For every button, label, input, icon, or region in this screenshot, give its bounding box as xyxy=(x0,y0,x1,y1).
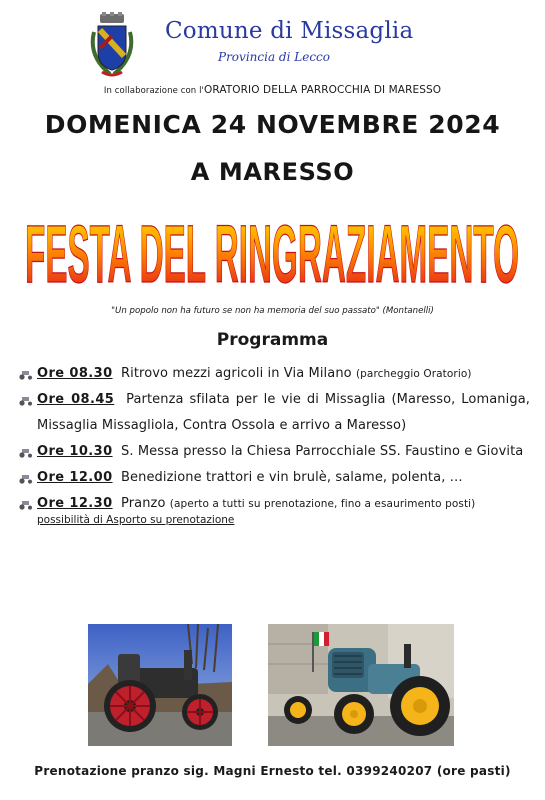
program-item xyxy=(18,439,530,465)
program-note: (parcheggio Oratorio) xyxy=(355,368,472,380)
tractor-bullet-icon xyxy=(18,447,33,458)
program-item xyxy=(18,361,530,387)
event-title xyxy=(20,196,525,304)
collaboration-prefix: In collaborazione con l' xyxy=(103,86,204,96)
event-title-text: FESTA DEL RINGRAZIAMENTO xyxy=(25,209,519,300)
booking-info: Prenotazione pranzo sig. Magni Ernesto tel. 0399240207 (ore pasti) xyxy=(34,764,511,778)
collaboration-organizer: ORATORIO DELLA PARROCCHIA DI MARESSO xyxy=(203,84,442,96)
program-time: Ore 12.00 xyxy=(37,470,113,485)
program-text: Benedizione trattori e vin brulè, salame, polenta, … xyxy=(121,470,463,485)
event-quote: "Un popolo non ha futuro se non ha memoria del suo passato" (Montanelli) xyxy=(111,306,434,316)
program-item xyxy=(18,491,530,517)
program-item xyxy=(18,465,530,491)
coat-of-arms-icon xyxy=(88,12,136,80)
program-heading: Programma xyxy=(216,330,329,350)
program-list xyxy=(18,361,530,527)
program-item xyxy=(18,387,530,439)
program-time: Ore 08.30 xyxy=(37,366,113,381)
program-time: Ore 10.30 xyxy=(37,444,113,459)
program-text: Partenza sfilata per le vie di Missaglia (Maresso, Lomaniga, Missaglia Missagliola, Contra Ossola e arrivo a Maresso) xyxy=(37,392,530,433)
program-time: Ore 08.45 xyxy=(37,392,115,407)
asporto-note: possibilità di Asporto su prenotazione xyxy=(37,514,235,526)
tractor-photo-left xyxy=(88,624,232,746)
program-text: Ritrovo mezzi agricoli in Via Milano xyxy=(121,366,352,381)
program-note: (aperto a tutti su prenotazione, fino a esaurimento posti) xyxy=(169,498,476,510)
program-text: Pranzo xyxy=(121,496,166,511)
event-date: DOMENICA 24 NOVEMBRE 2024 xyxy=(44,110,501,139)
event-place: A MARESSO xyxy=(190,158,355,186)
tractor-bullet-icon xyxy=(18,369,33,380)
comune-name: Comune di Missaglia xyxy=(165,18,414,44)
tractor-bullet-icon xyxy=(18,473,33,484)
tractor-photo-right xyxy=(268,624,454,746)
provincia-name: Provincia di Lecco xyxy=(218,50,330,64)
program-time: Ore 12.30 xyxy=(37,496,113,511)
header xyxy=(0,8,545,84)
tractor-bullet-icon xyxy=(18,395,33,406)
collaboration-line xyxy=(0,84,545,96)
program-text: S. Messa presso la Chiesa Parrocchiale SS. Faustino e Giovita xyxy=(121,444,524,459)
tractor-bullet-icon xyxy=(18,499,33,510)
